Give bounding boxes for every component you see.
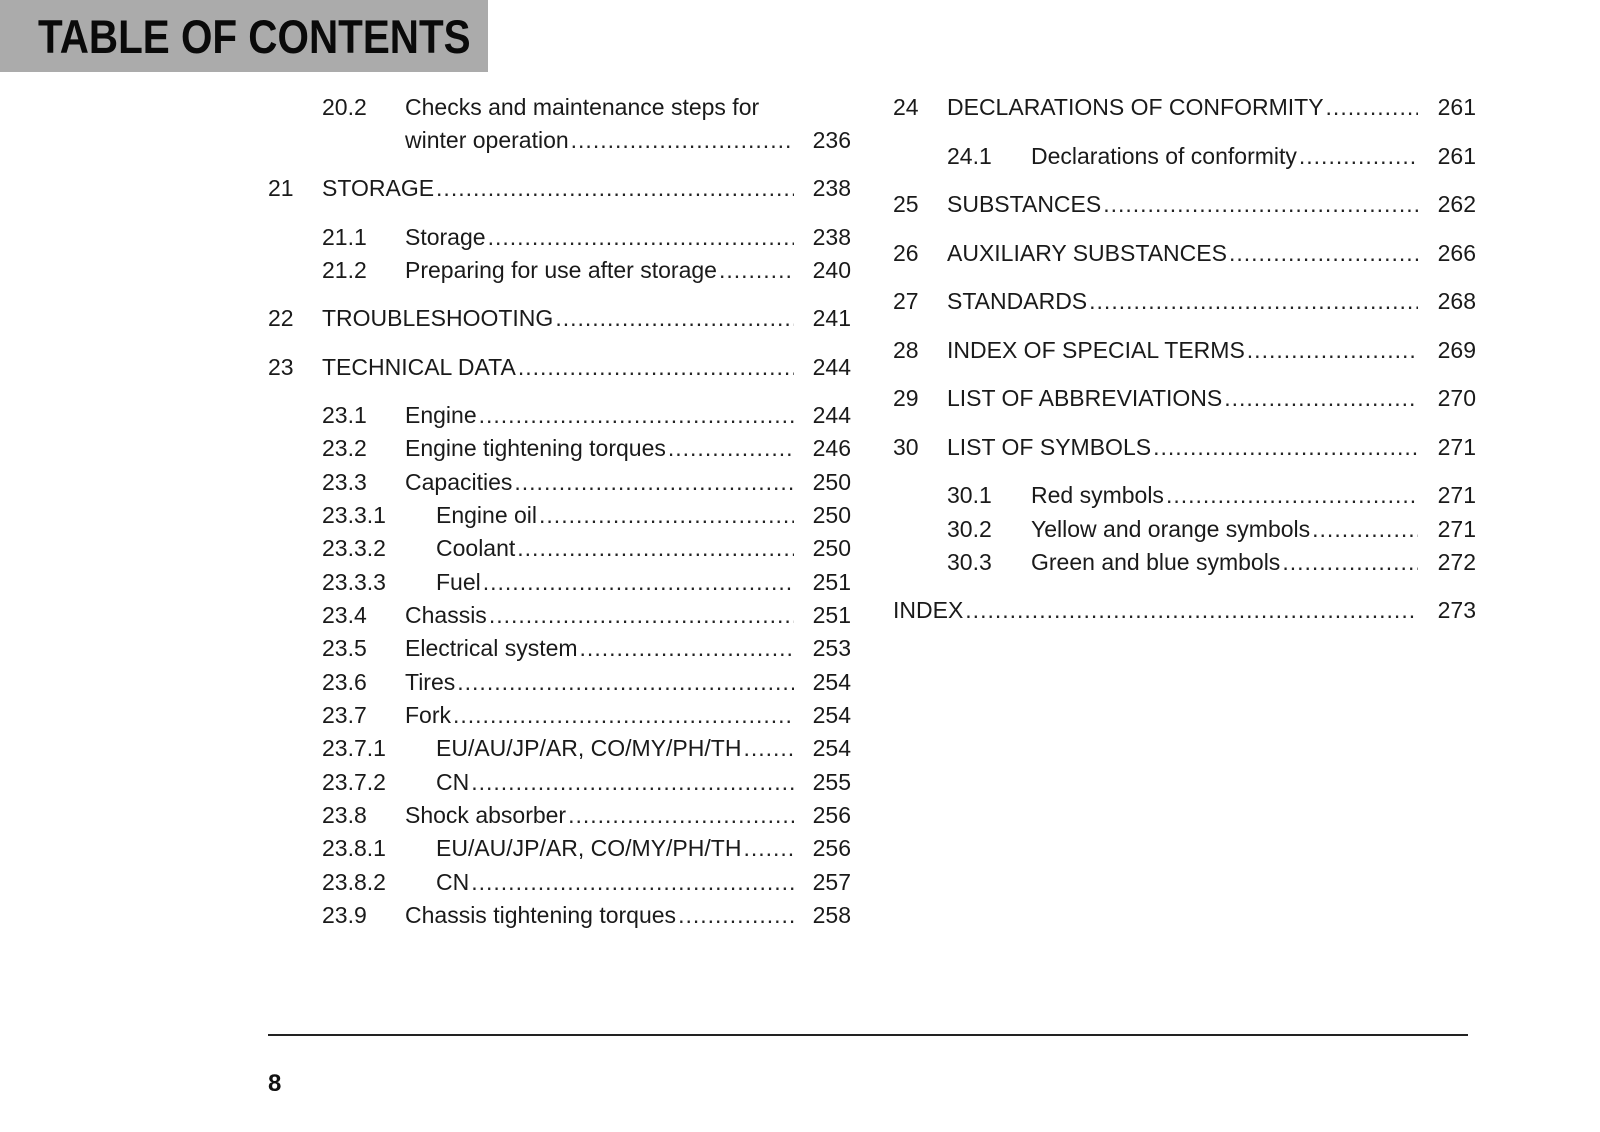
toc-entry-title: STORAGE bbox=[322, 172, 436, 204]
toc-entry-number: 30.3 bbox=[947, 549, 992, 575]
toc-entry-title: Fuel bbox=[436, 566, 483, 598]
toc-entry-title: INDEX bbox=[893, 594, 965, 626]
toc-entry-page: 238 bbox=[812, 224, 851, 250]
toc-entry-title: Coolant bbox=[436, 532, 517, 564]
toc-entry-number: 21.2 bbox=[322, 257, 367, 283]
toc-dot-leader bbox=[965, 594, 1418, 626]
toc-dot-leader bbox=[1299, 140, 1418, 172]
toc-entry-title: DECLARATIONS OF CONFORMITY bbox=[947, 91, 1326, 123]
toc-dot-leader bbox=[471, 866, 794, 898]
toc-entry-page: 250 bbox=[812, 502, 851, 528]
toc-dot-leader bbox=[1229, 237, 1418, 269]
toc-entry-number: 23.1 bbox=[322, 402, 367, 428]
toc-entry-title: Engine tightening torques bbox=[405, 432, 668, 464]
toc-entry-page: 271 bbox=[1437, 434, 1476, 460]
toc-entry-page: 272 bbox=[1437, 549, 1476, 575]
toc-entry-page: 254 bbox=[812, 735, 851, 761]
toc-entry-page: 271 bbox=[1437, 516, 1476, 542]
toc-entry[interactable] bbox=[0, 382, 1600, 414]
toc-entry-number: 23.3 bbox=[322, 469, 367, 495]
toc-dot-leader bbox=[457, 666, 794, 698]
toc-entry-page: 251 bbox=[812, 569, 851, 595]
toc-entry-page: 254 bbox=[812, 702, 851, 728]
toc-entry-title: TROUBLESHOOTING bbox=[322, 302, 555, 334]
toc-entry-title: CN bbox=[436, 766, 471, 798]
toc-entry-title: Fork bbox=[405, 699, 453, 731]
toc-dot-leader bbox=[678, 899, 794, 931]
toc-dot-leader bbox=[1282, 546, 1418, 578]
toc-entry[interactable] bbox=[0, 546, 1600, 578]
toc-entry[interactable] bbox=[0, 513, 1600, 545]
toc-entry[interactable] bbox=[0, 732, 1600, 764]
toc-entry-number: 30.1 bbox=[947, 482, 992, 508]
toc-entry-number: 21.1 bbox=[322, 224, 367, 250]
toc-entry[interactable] bbox=[0, 237, 1600, 269]
toc-entry-title: Engine bbox=[405, 399, 479, 431]
toc-entry-title: LIST OF ABBREVIATIONS bbox=[947, 382, 1224, 414]
toc-entry-page: 261 bbox=[1437, 143, 1476, 169]
toc-dot-leader bbox=[1224, 382, 1418, 414]
toc-entry-page: 236 bbox=[812, 127, 851, 153]
toc-dot-leader bbox=[580, 632, 794, 664]
toc-entry[interactable] bbox=[0, 140, 1600, 172]
toc-entry-title: Preparing for use after storage bbox=[405, 254, 719, 286]
toc-entry-number: 21 bbox=[268, 175, 294, 201]
toc-entry-number: 23.8.1 bbox=[322, 835, 386, 861]
toc-entry-title: TECHNICAL DATA bbox=[322, 351, 518, 383]
toc-entry[interactable] bbox=[0, 188, 1600, 220]
toc-dot-leader bbox=[1166, 479, 1418, 511]
toc-entry[interactable] bbox=[0, 334, 1600, 366]
toc-entry-page: 244 bbox=[812, 354, 851, 380]
toc-dot-leader bbox=[743, 832, 794, 864]
toc-entry-page: 253 bbox=[812, 635, 851, 661]
toc-entry-number: 25 bbox=[893, 191, 919, 217]
toc-entry-number: 23.7.2 bbox=[322, 769, 386, 795]
toc-entry-title: Red symbols bbox=[1031, 479, 1166, 511]
toc-entry-title: STANDARDS bbox=[947, 285, 1089, 317]
toc-dot-leader bbox=[1312, 513, 1418, 545]
toc-entry-number: 24.1 bbox=[947, 143, 992, 169]
toc-dot-leader bbox=[1326, 91, 1418, 123]
footer-rule bbox=[268, 1034, 1468, 1036]
toc-entry-page: 262 bbox=[1437, 191, 1476, 217]
toc-entry-title: AUXILIARY SUBSTANCES bbox=[947, 237, 1229, 269]
toc-entry-number: 27 bbox=[893, 288, 919, 314]
toc-entry-title: Electrical system bbox=[405, 632, 580, 664]
toc-entry-number: 23.8 bbox=[322, 802, 367, 828]
toc-entry-title: INDEX OF SPECIAL TERMS bbox=[947, 334, 1247, 366]
toc-entry[interactable] bbox=[0, 832, 1600, 864]
toc-entry-title: Engine oil bbox=[436, 499, 539, 531]
toc-entry-title: Checks and maintenance steps for bbox=[405, 91, 761, 123]
toc-entry-page: 246 bbox=[812, 435, 851, 461]
toc-entry-title: Tires bbox=[405, 666, 457, 698]
toc-entry-number: 23.8.2 bbox=[322, 869, 386, 895]
toc-entry-page: 244 bbox=[812, 402, 851, 428]
toc-entry-title: Chassis tightening torques bbox=[405, 899, 678, 931]
toc-entry-page: 256 bbox=[812, 802, 851, 828]
toc-entry[interactable] bbox=[0, 899, 1600, 931]
toc-entry-number: 22 bbox=[268, 305, 294, 331]
toc-entry-title: Yellow and orange symbols bbox=[1031, 513, 1312, 545]
toc-entry-page: 261 bbox=[1437, 94, 1476, 120]
toc-entry-number: 20.2 bbox=[322, 94, 367, 120]
header-bar bbox=[0, 0, 488, 72]
toc-dot-leader bbox=[568, 799, 794, 831]
toc-entry-number: 23.4 bbox=[322, 602, 367, 628]
toc-entry-number: 23.9 bbox=[322, 902, 367, 928]
toc-entry-page: 256 bbox=[812, 835, 851, 861]
toc-entry-page: 254 bbox=[812, 669, 851, 695]
toc-entry-page: 255 bbox=[812, 769, 851, 795]
toc-entry-number: 23.7 bbox=[322, 702, 367, 728]
toc-entry-page: 251 bbox=[812, 602, 851, 628]
toc-entry-page: 270 bbox=[1437, 385, 1476, 411]
toc-entry[interactable] bbox=[0, 766, 1600, 798]
toc-entry-page: 240 bbox=[812, 257, 851, 283]
toc-entry-number: 23.5 bbox=[322, 635, 367, 661]
toc-entry-page: 258 bbox=[812, 902, 851, 928]
page-title: TABLE OF CONTENTS bbox=[38, 10, 471, 63]
page-number: 8 bbox=[268, 1070, 282, 1097]
toc-entry-title: Chassis bbox=[405, 599, 489, 631]
toc-dot-leader bbox=[453, 699, 794, 731]
toc-entry-title: Green and blue symbols bbox=[1031, 546, 1282, 578]
toc-entry[interactable] bbox=[0, 866, 1600, 898]
toc-dot-leader bbox=[743, 732, 794, 764]
toc-dot-leader bbox=[471, 766, 794, 798]
toc-entry[interactable] bbox=[0, 632, 1600, 664]
toc-entry-title: Capacities bbox=[405, 466, 514, 498]
toc-entry-page: 238 bbox=[812, 175, 851, 201]
toc-entry[interactable] bbox=[0, 799, 1600, 831]
toc-dot-leader bbox=[1103, 188, 1418, 220]
toc-entry[interactable] bbox=[0, 699, 1600, 731]
toc-dot-leader bbox=[1153, 431, 1418, 463]
toc-entry-number: 30 bbox=[893, 434, 919, 460]
toc-entry-page: 250 bbox=[812, 469, 851, 495]
toc-entry[interactable] bbox=[0, 91, 1600, 123]
toc-entry-title: Declarations of conformity bbox=[1031, 140, 1299, 172]
toc-entry-page: 250 bbox=[812, 535, 851, 561]
toc-entry[interactable] bbox=[0, 479, 1600, 511]
toc-entry-number: 26 bbox=[893, 240, 919, 266]
toc-entry-number: 23.3.1 bbox=[322, 502, 386, 528]
toc-entry-page: 271 bbox=[1437, 482, 1476, 508]
toc-entry-number: 23.3.2 bbox=[322, 535, 386, 561]
toc-entry-page: 266 bbox=[1437, 240, 1476, 266]
toc-entry-title: winter operation bbox=[405, 124, 571, 156]
toc-entry[interactable] bbox=[0, 666, 1600, 698]
toc-entry-page: 241 bbox=[812, 305, 851, 331]
toc-entry-number: 23.6 bbox=[322, 669, 367, 695]
toc-entry-number: 23.2 bbox=[322, 435, 367, 461]
toc-entry-number: 29 bbox=[893, 385, 919, 411]
toc-entry-title: Storage bbox=[405, 221, 488, 253]
toc-entry-title: Shock absorber bbox=[405, 799, 568, 831]
toc-entry[interactable] bbox=[0, 594, 1600, 626]
toc-entry-title: CN bbox=[436, 866, 471, 898]
toc-entry-number: 23.3.3 bbox=[322, 569, 386, 595]
toc-entry-page: 273 bbox=[1437, 597, 1476, 623]
toc-entry-number: 30.2 bbox=[947, 516, 992, 542]
toc-entry-title: LIST OF SYMBOLS bbox=[947, 431, 1153, 463]
toc-entry-number: 23 bbox=[268, 354, 294, 380]
toc-entry-title: SUBSTANCES bbox=[947, 188, 1103, 220]
toc-entry-number: 23.7.1 bbox=[322, 735, 386, 761]
toc-entry[interactable] bbox=[0, 285, 1600, 317]
toc-entry-page: 269 bbox=[1437, 337, 1476, 363]
toc-entry-title: EU/AU/JP/AR, CO/MY/PH/TH bbox=[436, 732, 743, 764]
toc-dot-leader bbox=[1247, 334, 1418, 366]
toc-entry-number: 28 bbox=[893, 337, 919, 363]
toc-entry[interactable] bbox=[0, 431, 1600, 463]
toc-entry-number: 24 bbox=[893, 94, 919, 120]
toc-entry-page: 257 bbox=[812, 869, 851, 895]
toc-entry-title: EU/AU/JP/AR, CO/MY/PH/TH bbox=[436, 832, 743, 864]
toc-dot-leader bbox=[1089, 285, 1418, 317]
toc-entry-page: 268 bbox=[1437, 288, 1476, 314]
